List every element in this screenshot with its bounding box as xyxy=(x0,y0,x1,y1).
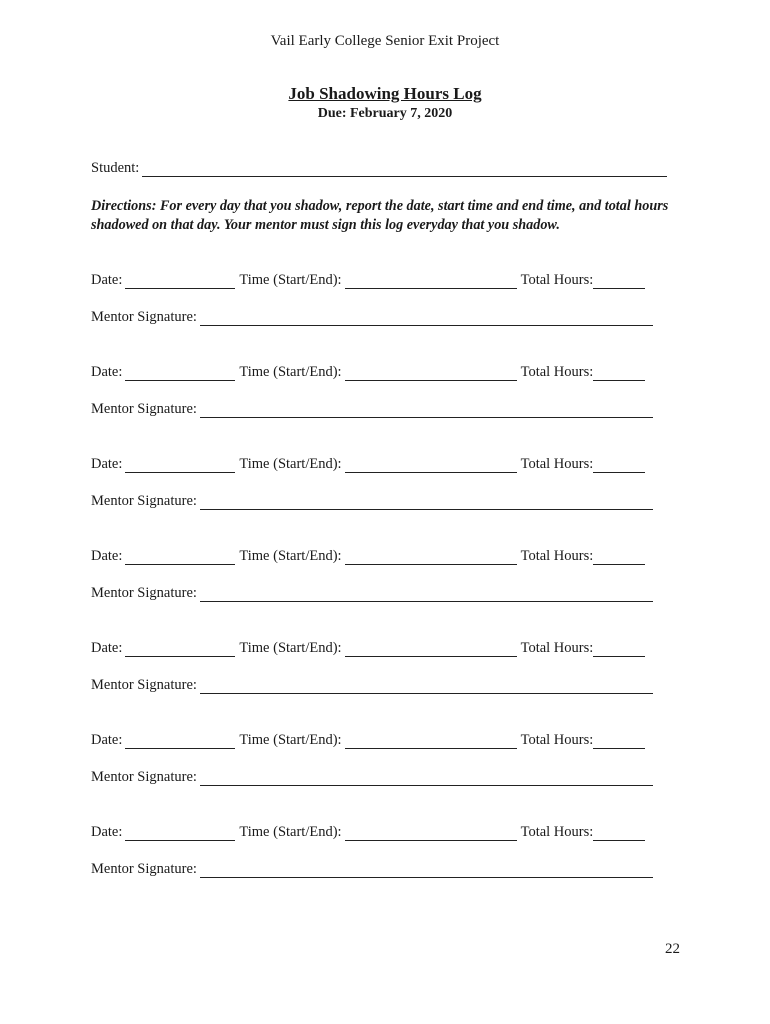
mentor-signature-row xyxy=(91,308,661,326)
log-entry xyxy=(91,363,661,423)
date-line[interactable] xyxy=(125,273,235,289)
date-line[interactable] xyxy=(125,365,235,381)
student-field xyxy=(91,160,667,177)
date-label: Date: xyxy=(91,272,123,288)
mentor-signature-row xyxy=(91,584,661,602)
mentor-signature-label: Mentor Signature: xyxy=(91,493,197,509)
log-entry-row xyxy=(91,823,661,841)
mentor-signature-line[interactable] xyxy=(200,770,653,786)
log-entry xyxy=(91,271,661,331)
date-line[interactable] xyxy=(125,457,235,473)
page-number: 22 xyxy=(665,941,680,957)
time-label: Time (Start/End): xyxy=(239,732,342,748)
mentor-signature-label: Mentor Signature: xyxy=(91,861,197,877)
log-entry xyxy=(91,455,661,515)
log-entry xyxy=(91,731,661,791)
mentor-signature-label: Mentor Signature: xyxy=(91,309,197,325)
mentor-signature-row xyxy=(91,400,661,418)
date-line[interactable] xyxy=(125,733,235,749)
log-entry xyxy=(91,547,661,607)
time-label: Time (Start/End): xyxy=(239,272,342,288)
total-hours-label: Total Hours: xyxy=(520,732,594,748)
date-label: Date: xyxy=(91,364,123,380)
date-line[interactable] xyxy=(125,825,235,841)
mentor-signature-row xyxy=(91,492,661,510)
time-label: Time (Start/End): xyxy=(239,640,342,656)
time-line[interactable] xyxy=(345,457,517,473)
time-label: Time (Start/End): xyxy=(239,824,342,840)
date-line[interactable] xyxy=(125,641,235,657)
mentor-signature-label: Mentor Signature: xyxy=(91,677,197,693)
log-entry-row xyxy=(91,455,661,473)
total-hours-line[interactable] xyxy=(593,825,645,841)
date-label: Date: xyxy=(91,456,123,472)
mentor-signature-row xyxy=(91,768,661,786)
total-hours-label: Total Hours: xyxy=(520,272,594,288)
time-line[interactable] xyxy=(345,733,517,749)
log-entry-row xyxy=(91,271,661,289)
total-hours-line[interactable] xyxy=(593,549,645,565)
mentor-signature-row xyxy=(91,860,661,878)
student-line[interactable] xyxy=(142,161,667,177)
time-label: Time (Start/End): xyxy=(239,548,342,564)
mentor-signature-line[interactable] xyxy=(200,402,653,418)
total-hours-label: Total Hours: xyxy=(520,364,594,380)
document-header: Vail Early College Senior Exit Project xyxy=(270,33,500,49)
date-label: Date: xyxy=(91,640,123,656)
log-entry xyxy=(91,823,661,883)
directions: Directions: For every day that you shadow, report the date, start time and end time, and total hours shadowed on that day. Your mentor must sign this log everyday that you shadow. xyxy=(91,198,669,233)
total-hours-line[interactable] xyxy=(593,273,645,289)
total-hours-label: Total Hours: xyxy=(520,824,594,840)
log-entry-row xyxy=(91,731,661,749)
total-hours-line[interactable] xyxy=(593,365,645,381)
mentor-signature-line[interactable] xyxy=(200,678,653,694)
total-hours-line[interactable] xyxy=(593,457,645,473)
log-entry-row xyxy=(91,547,661,565)
total-hours-label: Total Hours: xyxy=(520,640,594,656)
total-hours-line[interactable] xyxy=(593,641,645,657)
time-line[interactable] xyxy=(345,641,517,657)
time-line[interactable] xyxy=(345,549,517,565)
total-hours-label: Total Hours: xyxy=(520,548,594,564)
mentor-signature-line[interactable] xyxy=(200,310,653,326)
date-label: Date: xyxy=(91,548,123,564)
time-label: Time (Start/End): xyxy=(239,364,342,380)
page-title: Job Shadowing Hours Log xyxy=(288,84,482,103)
date-label: Date: xyxy=(91,824,123,840)
date-label: Date: xyxy=(91,732,123,748)
mentor-signature-label: Mentor Signature: xyxy=(91,769,197,785)
time-label: Time (Start/End): xyxy=(239,456,342,472)
student-label: Student: xyxy=(91,160,140,176)
log-entry xyxy=(91,639,661,699)
mentor-signature-line[interactable] xyxy=(200,494,653,510)
total-hours-label: Total Hours: xyxy=(520,456,594,472)
time-line[interactable] xyxy=(345,365,517,381)
date-line[interactable] xyxy=(125,549,235,565)
mentor-signature-line[interactable] xyxy=(200,862,653,878)
log-entry-row xyxy=(91,639,661,657)
time-line[interactable] xyxy=(345,825,517,841)
time-line[interactable] xyxy=(345,273,517,289)
mentor-signature-label: Mentor Signature: xyxy=(91,401,197,417)
log-entry-row xyxy=(91,363,661,381)
mentor-signature-line[interactable] xyxy=(200,586,653,602)
total-hours-line[interactable] xyxy=(593,733,645,749)
mentor-signature-row xyxy=(91,676,661,694)
mentor-signature-label: Mentor Signature: xyxy=(91,585,197,601)
due-date: Due: February 7, 2020 xyxy=(317,106,453,121)
